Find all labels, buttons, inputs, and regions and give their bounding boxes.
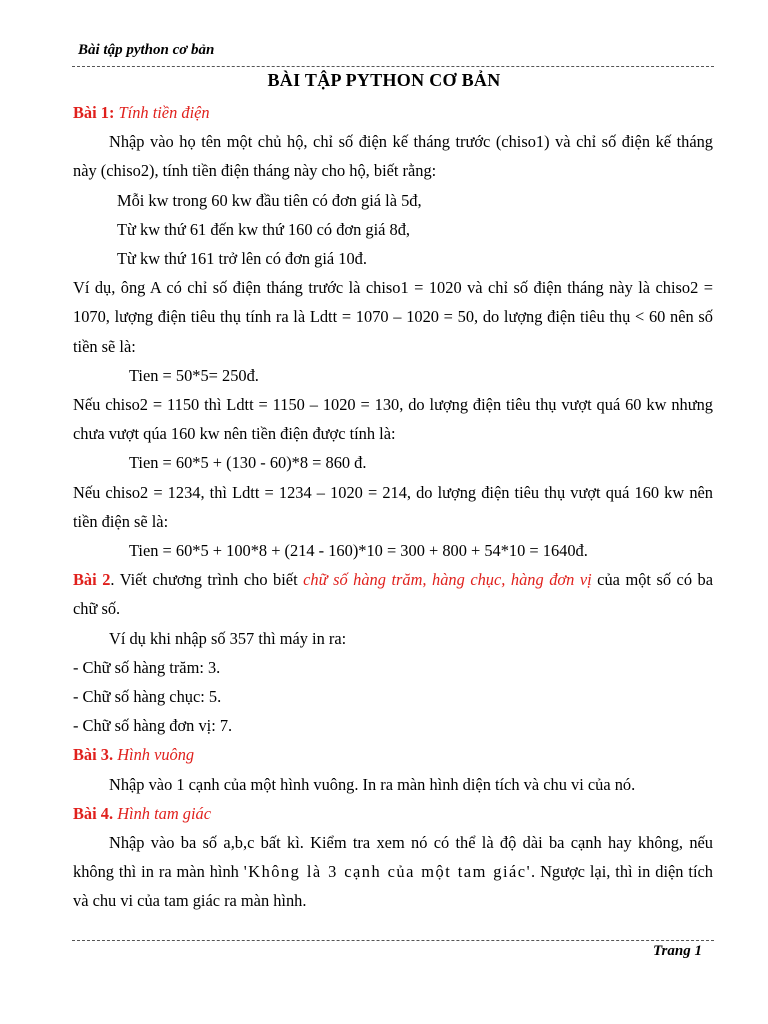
bai1-topic: Tính tiền điện xyxy=(118,103,210,122)
bai2-text-after: của một số có ba chữ số. xyxy=(73,570,714,619)
bai1-heading xyxy=(73,98,713,127)
bai4-topic: Hình tam giác xyxy=(117,803,211,823)
bai1-example-1: Ví dụ, ông A có chỉ số điện tháng trước là chiso1 = 1020 và chỉ số điện tháng này là chiso2 = 1070, lượng điện tiêu thụ tính ra là Ldtt = 1070 – 1020 = 50, do lượng điện tiêu thụ < 60 nên số tiền sẽ là: xyxy=(73,278,713,356)
bai3-heading xyxy=(73,740,713,769)
bai2-output-1: - Chữ số hàng trăm: 3. xyxy=(73,657,221,677)
page-title: BÀI TẬP PYTHON CƠ BẢN xyxy=(267,70,501,90)
bai1-formula-2: Tien = 60*5 + (130 - 60)*8 = 860 đ. xyxy=(129,453,367,473)
bai1-label: Bài 1: xyxy=(73,103,115,122)
bai4-label: Bài 4. xyxy=(73,803,114,823)
bai2-highlight: chữ số hàng trăm, hàng chục, hàng đơn vị xyxy=(303,570,592,590)
bai1-rule-3: Từ kw thứ 161 trở lên có đơn giá 10đ. xyxy=(117,249,367,269)
bai4-text-before: Nhập vào ba số a,b,c bất kì. Kiểm tra xem nó có thể là độ dài ba cạnh hay không, nếu không thì in ra màn hình xyxy=(73,833,713,882)
bai3-topic: Hình vuông xyxy=(117,745,195,765)
footer-divider xyxy=(72,940,714,941)
bai2-label: Bài 2 xyxy=(73,570,111,590)
bai2-paragraph xyxy=(73,565,713,623)
bai1-example-2: Nếu chiso2 = 1150 thì Ldtt = 1150 – 1020 = 130, do lượng điện tiêu thụ vượt quá 60 kw nhưng chưa vượt qúa 160 kw nên tiền điện được tính là: xyxy=(73,395,713,444)
running-header: Bài tập python cơ bản xyxy=(78,42,215,58)
bai2-output-3: - Chữ số hàng đơn vị: 7. xyxy=(73,716,233,736)
bai3-text: Nhập vào 1 cạnh của một hình vuông. In ra màn hình diện tích và chu vi của nó. xyxy=(109,774,636,794)
bai1-formula-3: Tien = 60*5 + 100*8 + (214 - 160)*10 = 300 + 800 + 54*10 = 1640đ. xyxy=(129,541,588,561)
bai1-formula-1: Tien = 50*5= 250đ. xyxy=(129,365,259,385)
bai2-output-2: - Chữ số hàng chục: 5. xyxy=(73,687,222,707)
bai1-rule-1: Mỗi kw trong 60 kw đầu tiên có đơn giá là 5đ, xyxy=(117,190,422,210)
bai1-rule-2: Từ kw thứ 61 đến kw thứ 160 có đơn giá 8đ, xyxy=(117,219,410,239)
bai4-text xyxy=(73,828,713,916)
bai4-text-after: . Ngược lại, thì in diện tích và chu vi của tam giác ra màn hình. xyxy=(73,862,713,911)
bai3-label: Bài 3. xyxy=(73,745,114,765)
bai4-quote: 'Không là 3 cạnh của một tam giác' xyxy=(243,862,532,882)
bai2-example: Ví dụ khi nhập số 357 thì máy in ra: xyxy=(109,628,347,648)
bai2-text-before: . Viết chương trình cho biết xyxy=(110,570,304,590)
bai1-intro: Nhập vào họ tên một chủ hộ, chỉ số điện kế tháng trước (chiso1) và chỉ số điện kế tháng này (chiso2), tính tiền điện tháng này cho hộ, biết rằng: xyxy=(73,132,713,181)
page-number: Trang 1 xyxy=(652,943,702,959)
document-body xyxy=(73,98,713,916)
bai4-heading xyxy=(73,799,713,828)
bai1-example-3: Nếu chiso2 = 1234, thì Ldtt = 1234 – 1020 = 214, do lượng điện tiêu thụ vượt quá 160 kw nên tiền điện sẽ là: xyxy=(73,482,713,531)
header-divider xyxy=(72,66,714,67)
